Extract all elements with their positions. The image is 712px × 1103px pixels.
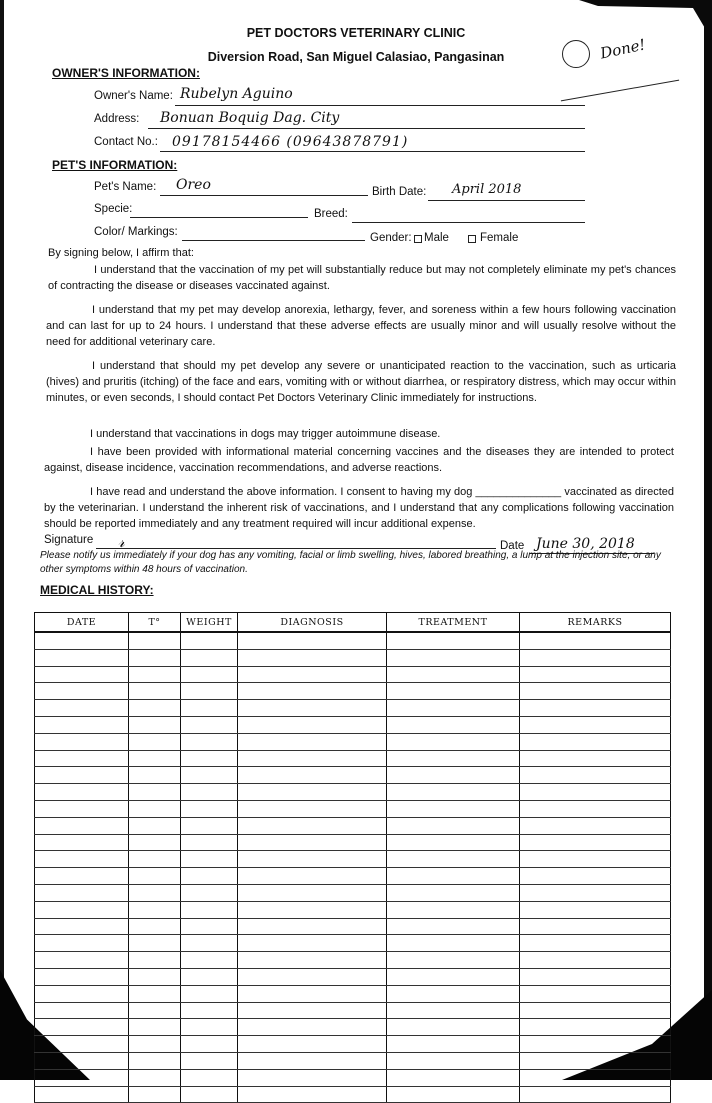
- table-cell[interactable]: [387, 1036, 520, 1053]
- table-cell[interactable]: [35, 985, 129, 1002]
- table-cell[interactable]: [520, 716, 671, 733]
- table-cell[interactable]: [129, 1069, 181, 1086]
- table-cell[interactable]: [129, 1052, 181, 1069]
- table-cell[interactable]: [238, 632, 387, 649]
- female-checkbox[interactable]: [468, 235, 476, 243]
- table-cell[interactable]: [181, 1086, 238, 1103]
- table-row: [35, 1069, 671, 1086]
- consent-paragraph-6-start: I have read and understand the above information. I consent to having my dog: [90, 486, 473, 498]
- table-cell[interactable]: [387, 901, 520, 918]
- table-cell[interactable]: [129, 1036, 181, 1053]
- table-cell[interactable]: [387, 1052, 520, 1069]
- table-cell[interactable]: [520, 868, 671, 885]
- signature-label: Signature: [44, 534, 94, 546]
- table-cell[interactable]: [520, 985, 671, 1002]
- table-cell[interactable]: [238, 716, 387, 733]
- table-cell[interactable]: [35, 1052, 129, 1069]
- table-row: [35, 750, 671, 767]
- scan-edge-left: [0, 0, 4, 1080]
- owner-name-value: Rubelyn Aguino: [180, 86, 293, 102]
- table-row: [35, 952, 671, 969]
- clinic-name: PET DOCTORS VETERINARY CLINIC: [246, 26, 466, 40]
- table-cell[interactable]: [181, 800, 238, 817]
- table-cell[interactable]: [238, 935, 387, 952]
- table-cell[interactable]: [35, 632, 129, 649]
- table-row: [35, 1052, 671, 1069]
- table-cell[interactable]: [129, 649, 181, 666]
- table-cell[interactable]: [387, 985, 520, 1002]
- table-cell[interactable]: [520, 952, 671, 969]
- owner-address-value: Bonuan Boquig Dag. City: [160, 110, 340, 126]
- table-row: [35, 1002, 671, 1019]
- table-row: [35, 800, 671, 817]
- table-cell[interactable]: [35, 1036, 129, 1053]
- table-cell[interactable]: [520, 632, 671, 649]
- table-cell[interactable]: [387, 968, 520, 985]
- table-row: [35, 918, 671, 935]
- table-cell[interactable]: [129, 716, 181, 733]
- table-cell[interactable]: [238, 800, 387, 817]
- table-row: [35, 666, 671, 683]
- table-cell[interactable]: [181, 649, 238, 666]
- post-vaccination-note: Please notify us immediately if your dog has any vomiting, facial or limb swelling, hives, labored breathing, a lump at the injection site, or any other symptoms within 48 hours of vaccination.: [40, 550, 661, 575]
- table-cell[interactable]: [238, 784, 387, 801]
- consent-paragraph-2: I understand that my pet may develop anorexia, lethargy, fever, and soreness within a few hours following vaccination and can last for up to 24 hours. I understand that these adverse effects are usually minor and will usually resolve without the need for additional veterinary care.: [46, 304, 676, 348]
- table-cell[interactable]: [520, 1086, 671, 1103]
- table-cell[interactable]: [520, 767, 671, 784]
- column-treatment: TREATMENT: [387, 613, 520, 633]
- table-cell[interactable]: [181, 868, 238, 885]
- table-cell[interactable]: [520, 817, 671, 834]
- table-row: [35, 901, 671, 918]
- table-cell[interactable]: [181, 1069, 238, 1086]
- table-cell[interactable]: [387, 767, 520, 784]
- table-row: [35, 632, 671, 649]
- breed-line: [352, 222, 585, 223]
- table-cell[interactable]: [35, 1086, 129, 1103]
- breed-label: Breed:: [314, 208, 348, 220]
- table-cell[interactable]: [520, 1036, 671, 1053]
- table-cell[interactable]: [387, 800, 520, 817]
- medical-history-table: [34, 612, 671, 1103]
- table-cell[interactable]: [387, 666, 520, 683]
- table-cell[interactable]: [129, 868, 181, 885]
- color-markings-line: [182, 240, 365, 241]
- table-row: [35, 968, 671, 985]
- table-row: [35, 716, 671, 733]
- signature-mark: 𝓇: [118, 532, 125, 551]
- table-cell[interactable]: [35, 649, 129, 666]
- medical-history-title: MEDICAL HISTORY:: [40, 583, 154, 597]
- table-cell[interactable]: [387, 851, 520, 868]
- contact-line: [160, 151, 585, 152]
- scan-edge-right: [704, 0, 712, 1080]
- table-row: [35, 733, 671, 750]
- consent-paragraph-5: I have been provided with informational material concerning vaccines and the diseases they are intended to protect against, disease incidence, vaccination recommendations, and adverse reactions.: [44, 446, 674, 474]
- table-cell[interactable]: [387, 683, 520, 700]
- table-cell[interactable]: [238, 666, 387, 683]
- column-diagnosis: DIAGNOSIS: [238, 613, 387, 633]
- table-cell[interactable]: [129, 784, 181, 801]
- corner-circle-mark: [562, 40, 590, 68]
- owner-address-line: [148, 128, 585, 129]
- owner-section-title: OWNER'S INFORMATION:: [52, 66, 200, 80]
- table-cell[interactable]: [181, 1002, 238, 1019]
- contact-value: 09178154466 (09643878791): [172, 134, 409, 150]
- table-cell[interactable]: [238, 901, 387, 918]
- table-cell[interactable]: [181, 632, 238, 649]
- table-cell[interactable]: [129, 750, 181, 767]
- table-cell[interactable]: [35, 750, 129, 767]
- table-cell[interactable]: [238, 952, 387, 969]
- table-cell[interactable]: [35, 968, 129, 985]
- table-cell[interactable]: [35, 901, 129, 918]
- specie-line: [130, 217, 308, 218]
- table-cell[interactable]: [238, 817, 387, 834]
- consent-intro: By signing below, I affirm that:: [48, 247, 194, 259]
- medical-table-header: [35, 613, 671, 633]
- table-cell[interactable]: [35, 733, 129, 750]
- table-cell[interactable]: [238, 700, 387, 717]
- table-cell[interactable]: [181, 968, 238, 985]
- female-label: Female: [480, 232, 519, 244]
- table-cell[interactable]: [181, 851, 238, 868]
- table-cell[interactable]: [520, 884, 671, 901]
- column-date: DATE: [35, 613, 129, 633]
- column-weight: WEIGHT: [181, 613, 238, 633]
- table-cell[interactable]: [387, 868, 520, 885]
- table-cell[interactable]: [35, 666, 129, 683]
- clinic-address: Diversion Road, San Miguel Calasiao, Pangasinan: [207, 50, 505, 64]
- table-cell[interactable]: [181, 716, 238, 733]
- table-cell[interactable]: [181, 750, 238, 767]
- table-cell[interactable]: [387, 733, 520, 750]
- table-cell[interactable]: [181, 700, 238, 717]
- date-value: June 30, 2018: [536, 536, 635, 552]
- table-cell[interactable]: [520, 750, 671, 767]
- table-row: [35, 985, 671, 1002]
- table-cell[interactable]: [181, 733, 238, 750]
- table-row: [35, 868, 671, 885]
- table-cell[interactable]: [129, 918, 181, 935]
- table-cell[interactable]: [181, 1036, 238, 1053]
- table-cell[interactable]: [238, 750, 387, 767]
- table-cell[interactable]: [387, 952, 520, 969]
- table-cell[interactable]: [35, 817, 129, 834]
- table-cell[interactable]: [129, 1002, 181, 1019]
- table-row: [35, 1019, 671, 1036]
- date-label: Date: [500, 540, 525, 552]
- table-cell[interactable]: [520, 683, 671, 700]
- table-cell[interactable]: [520, 1002, 671, 1019]
- table-cell[interactable]: [129, 985, 181, 1002]
- table-row: [35, 649, 671, 666]
- table-cell[interactable]: [181, 767, 238, 784]
- table-row: [35, 683, 671, 700]
- table-cell[interactable]: [520, 851, 671, 868]
- table-cell[interactable]: [129, 935, 181, 952]
- table-cell[interactable]: [129, 901, 181, 918]
- table-cell[interactable]: [35, 834, 129, 851]
- table-cell[interactable]: [387, 935, 520, 952]
- table-row: [35, 834, 671, 851]
- table-cell[interactable]: [181, 1019, 238, 1036]
- table-cell[interactable]: [238, 683, 387, 700]
- table-row: [35, 784, 671, 801]
- table-cell[interactable]: [35, 767, 129, 784]
- table-cell[interactable]: [129, 968, 181, 985]
- table-cell[interactable]: [129, 884, 181, 901]
- birth-date-value: April 2018: [452, 182, 522, 197]
- table-row: [35, 767, 671, 784]
- table-cell[interactable]: [387, 817, 520, 834]
- corner-underline: [561, 80, 679, 102]
- table-cell[interactable]: [238, 851, 387, 868]
- table-cell[interactable]: [387, 834, 520, 851]
- specie-label: Specie:: [94, 203, 133, 215]
- table-cell[interactable]: [181, 985, 238, 1002]
- table-cell[interactable]: [35, 1019, 129, 1036]
- table-cell[interactable]: [238, 985, 387, 1002]
- table-cell[interactable]: [387, 632, 520, 649]
- table-cell[interactable]: [387, 1002, 520, 1019]
- pet-name-value: Oreo: [176, 177, 211, 193]
- table-cell[interactable]: [520, 700, 671, 717]
- table-cell[interactable]: [520, 1019, 671, 1036]
- table-row: [35, 817, 671, 834]
- male-checkbox[interactable]: [414, 235, 422, 243]
- table-cell[interactable]: [181, 834, 238, 851]
- table-cell[interactable]: [129, 800, 181, 817]
- table-cell[interactable]: [181, 884, 238, 901]
- table-cell[interactable]: [129, 817, 181, 834]
- table-row: [35, 700, 671, 717]
- corner-note: Done!: [598, 35, 647, 63]
- table-cell[interactable]: [238, 968, 387, 985]
- table-cell[interactable]: [520, 834, 671, 851]
- table-row: [35, 935, 671, 952]
- table-cell[interactable]: [35, 884, 129, 901]
- table-row: [35, 1036, 671, 1053]
- table-row: [35, 884, 671, 901]
- table-cell[interactable]: [129, 733, 181, 750]
- color-markings-label: Color/ Markings:: [94, 226, 178, 238]
- table-cell[interactable]: [129, 700, 181, 717]
- male-label: Male: [424, 232, 449, 244]
- table-cell[interactable]: [129, 1019, 181, 1036]
- table-cell[interactable]: [387, 1086, 520, 1103]
- table-cell[interactable]: [387, 750, 520, 767]
- table-cell[interactable]: [129, 851, 181, 868]
- table-cell[interactable]: [238, 868, 387, 885]
- table-cell[interactable]: [129, 952, 181, 969]
- table-cell[interactable]: [387, 649, 520, 666]
- table-cell[interactable]: [181, 918, 238, 935]
- contact-label: Contact No.:: [94, 136, 158, 148]
- table-cell[interactable]: [129, 666, 181, 683]
- table-cell[interactable]: [35, 700, 129, 717]
- table-cell[interactable]: [387, 1019, 520, 1036]
- consent-paragraph-3: I understand that should my pet develop any severe or unanticipated reaction to the vaccination, such as urticaria (hives) and pruritis (itching) of the face and ears, vomiting with or without diarrhea, or respiratory distress, which may occur within minutes, or even seconds, I should contact Pet Doctors Veterinary Clinic immediately for instructions.: [46, 360, 676, 404]
- table-cell[interactable]: [181, 683, 238, 700]
- consent-paragraph-1: I understand that the vaccination of my pet will substantially reduce but may not completely eliminate my pet's chances of contracting the disease or diseases vaccinated against.: [48, 264, 676, 292]
- table-cell[interactable]: [181, 952, 238, 969]
- table-cell[interactable]: [238, 884, 387, 901]
- consent-paragraph-6-end: vaccinated as directed by the veterinarian. I understand the inherent risk of vaccinations, and I understand that any complications following vaccination should be reported immediately and any treatment required will incur additional expense.: [44, 486, 675, 530]
- table-cell[interactable]: [238, 767, 387, 784]
- owner-name-label: Owner's Name:: [94, 90, 173, 102]
- table-cell[interactable]: [35, 1069, 129, 1086]
- table-cell[interactable]: [387, 700, 520, 717]
- table-cell[interactable]: [520, 666, 671, 683]
- owner-name-line: [175, 105, 585, 106]
- table-cell[interactable]: [129, 1086, 181, 1103]
- table-cell[interactable]: [520, 935, 671, 952]
- table-cell[interactable]: [35, 868, 129, 885]
- owner-address-label: Address:: [94, 113, 140, 125]
- gender-label: Gender:: [370, 232, 412, 244]
- table-cell[interactable]: [238, 1086, 387, 1103]
- birth-date-label: Birth Date:: [372, 186, 427, 198]
- table-cell[interactable]: [181, 901, 238, 918]
- table-cell[interactable]: [35, 918, 129, 935]
- table-cell[interactable]: [129, 767, 181, 784]
- pet-name-line: [160, 195, 368, 196]
- table-cell[interactable]: [238, 1052, 387, 1069]
- table-cell[interactable]: [387, 784, 520, 801]
- table-cell[interactable]: [520, 1069, 671, 1086]
- table-cell[interactable]: [238, 649, 387, 666]
- table-cell[interactable]: [387, 884, 520, 901]
- table-cell[interactable]: [35, 851, 129, 868]
- column-remarks: REMARKS: [520, 613, 671, 633]
- table-cell[interactable]: [35, 800, 129, 817]
- table-cell[interactable]: [520, 784, 671, 801]
- table-cell[interactable]: [181, 935, 238, 952]
- table-cell[interactable]: [35, 716, 129, 733]
- table-cell[interactable]: [520, 649, 671, 666]
- table-cell[interactable]: [35, 784, 129, 801]
- consent-paragraph-4: I understand that vaccinations in dogs may trigger autoimmune disease.: [90, 428, 441, 440]
- table-cell[interactable]: [181, 1052, 238, 1069]
- table-cell[interactable]: [181, 666, 238, 683]
- table-cell[interactable]: [520, 918, 671, 935]
- table-cell[interactable]: [35, 952, 129, 969]
- consent-paragraph-6: I have read and understand the above information. I consent to having my dog ______________ vaccinated as directed by the veterinarian. I understand the inherent risk of vaccinations, and I understand that any complications following vaccination should be reported immediately and any treatment required will incur additional expense.: [44, 486, 675, 530]
- table-cell[interactable]: [387, 1069, 520, 1086]
- table-cell[interactable]: [35, 683, 129, 700]
- table-cell[interactable]: [129, 834, 181, 851]
- table-cell[interactable]: [520, 733, 671, 750]
- table-cell[interactable]: [181, 817, 238, 834]
- table-cell[interactable]: [238, 733, 387, 750]
- table-cell[interactable]: [35, 935, 129, 952]
- table-cell[interactable]: [238, 1036, 387, 1053]
- table-cell[interactable]: [238, 1069, 387, 1086]
- table-cell[interactable]: [520, 1052, 671, 1069]
- table-cell[interactable]: [35, 1002, 129, 1019]
- table-cell[interactable]: [129, 683, 181, 700]
- table-cell[interactable]: [387, 918, 520, 935]
- table-row: [35, 851, 671, 868]
- table-cell[interactable]: [129, 632, 181, 649]
- column-temperature: T°: [129, 613, 181, 633]
- table-cell[interactable]: [238, 918, 387, 935]
- table-cell[interactable]: [520, 968, 671, 985]
- table-cell[interactable]: [520, 901, 671, 918]
- pet-section-title: PET'S INFORMATION:: [52, 158, 178, 172]
- birth-date-line: [428, 200, 585, 201]
- pet-name-label: Pet's Name:: [94, 181, 157, 193]
- table-cell[interactable]: [520, 800, 671, 817]
- table-cell[interactable]: [238, 1019, 387, 1036]
- table-cell[interactable]: [387, 716, 520, 733]
- table-cell[interactable]: [238, 834, 387, 851]
- table-row: [35, 1086, 671, 1103]
- table-cell[interactable]: [238, 1002, 387, 1019]
- medical-table-body: [35, 632, 671, 1103]
- table-cell[interactable]: [181, 784, 238, 801]
